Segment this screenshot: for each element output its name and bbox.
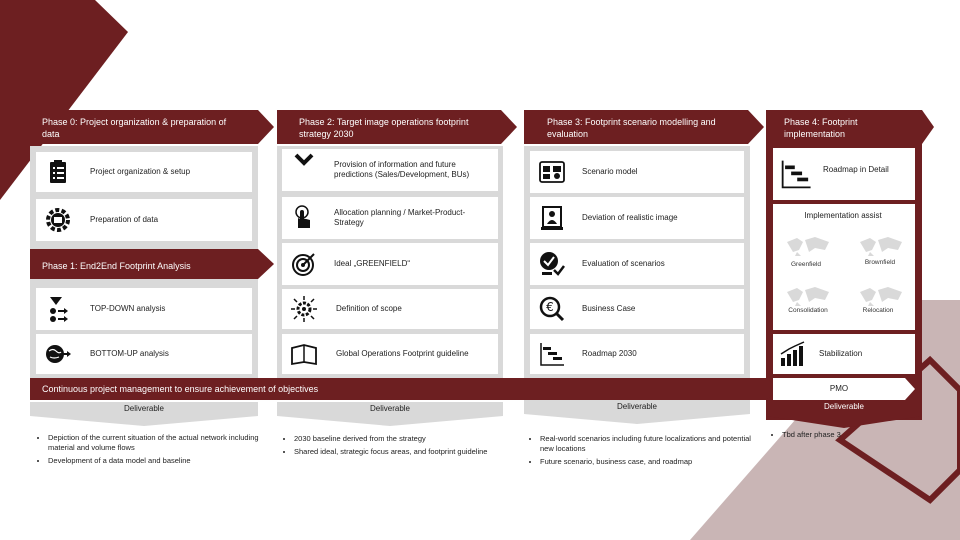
phase3-title: Phase 3: Footprint scenario modelling and evaluation [547, 117, 716, 139]
card-label: Preparation of data [90, 215, 159, 224]
world-map-icon [858, 284, 904, 308]
deliverable-item: • Tbd after phase 3 [782, 430, 932, 440]
book-icon [290, 340, 318, 368]
card-evaluation-of-scenarios[interactable] [530, 243, 744, 285]
deliverable-item: • Development of a data model and baseline [48, 456, 262, 466]
bar-chart-growth-icon [779, 340, 807, 368]
deliverable-list-1 [34, 433, 262, 469]
target-icon [290, 250, 318, 278]
assist-title: Implementation assist [804, 211, 882, 220]
card-stabilization[interactable] [773, 334, 915, 374]
clipboard-icon [44, 158, 72, 186]
card-label: Allocation planning / Market-Product-Strategy [334, 208, 466, 227]
deliverable-item: • 2030 baseline derived from the strategy [294, 434, 508, 444]
euro-search-icon [538, 295, 566, 323]
deliverable-item: • Real-world scenarios including future localizations and potential new locations [540, 434, 764, 454]
card-roadmap-2030[interactable] [530, 334, 744, 374]
card-label: Definition of scope [336, 304, 402, 313]
gantt-icon [779, 157, 813, 191]
card-top-down[interactable] [36, 288, 252, 330]
card-deviation-realistic-image[interactable] [530, 197, 744, 239]
card-label: TOP-DOWN analysis [90, 304, 166, 313]
phase4-title: Phase 4: Footprint implementation [784, 117, 858, 139]
card-label: Scenario model [582, 167, 638, 176]
map-label-consolidation: Consolidation [788, 307, 828, 314]
frame-person-icon [538, 204, 566, 232]
card-label: Roadmap in Detail [823, 165, 889, 174]
card-bottom-up[interactable] [36, 334, 252, 374]
card-preparation-of-data[interactable] [36, 199, 252, 241]
card-label: Roadmap 2030 [582, 349, 637, 358]
globe-icon [44, 340, 72, 368]
deliverable-item: • Depiction of the current situation of the actual network including material and volume flows [48, 433, 262, 453]
phase1-title: Phase 1: End2End Footprint Analysis [42, 261, 191, 271]
phase0-title: Phase 0: Project organization & preparation of data [42, 117, 227, 139]
card-label: BOTTOM-UP analysis [90, 349, 169, 358]
deliverable-list-4 [768, 430, 932, 443]
phase2-title: Phase 2: Target image operations footprint strategy 2030 [299, 117, 469, 139]
card-label: Ideal „GREENFIELD“ [334, 259, 411, 268]
card-label: Project organization & setup [90, 167, 191, 176]
card-definition-of-scope[interactable] [282, 289, 498, 329]
svg-text:€: € [546, 300, 554, 314]
world-map-icon [785, 234, 831, 258]
hand-pointer-icon [290, 204, 318, 232]
world-map-icon [785, 284, 831, 308]
continuous-management-label: Continuous project management to ensure achievement of objectives [42, 384, 319, 394]
card-label: Provision of information and future predictions (Sales/Development, BUs) [334, 160, 470, 179]
evaluation-icon [538, 250, 566, 278]
deliverable-label-3: Deliverable [616, 402, 658, 411]
gantt-icon [538, 340, 566, 368]
card-label: Deviation of realistic image [582, 213, 678, 222]
deliverable-list-3 [526, 434, 764, 470]
dashboard-icon [538, 158, 566, 186]
card-project-organization[interactable] [36, 152, 252, 192]
map-label-relocation: Relocation [862, 307, 894, 314]
pmo-label: PMO [829, 384, 849, 393]
world-map-icon [858, 234, 904, 258]
gear-folder-icon [44, 206, 72, 234]
card-label: Business Case [582, 304, 636, 313]
card-ideal-greenfield[interactable] [282, 243, 498, 285]
card-scenario-model[interactable] [530, 151, 744, 193]
deliverable-item: • Shared ideal, strategic focus areas, and footprint guideline [294, 447, 508, 457]
card-label: Global Operations Footprint guideline [336, 349, 469, 358]
deliverable-label-4: Deliverable [823, 402, 865, 411]
top-down-icon [44, 295, 72, 323]
deliverable-item: • Future scenario, business case, and roadmap [540, 457, 764, 467]
deliverable-label-2: Deliverable [369, 404, 411, 413]
card-global-operations-guideline[interactable] [282, 334, 498, 374]
card-allocation-planning[interactable] [282, 197, 498, 239]
map-label-brownfield: Brownfield [864, 259, 896, 266]
card-business-case[interactable] [530, 289, 744, 329]
card-label: Stabilization [819, 349, 863, 358]
deliverable-label-1: Deliverable [123, 404, 165, 413]
chevron-down-icon [290, 149, 318, 177]
card-provision-of-information[interactable] [282, 149, 498, 191]
card-roadmap-in-detail[interactable] [773, 148, 915, 200]
map-label-greenfield: Greenfield [791, 261, 821, 268]
deliverable-list-2 [280, 434, 508, 460]
card-label: Evaluation of scenarios [582, 259, 665, 268]
scope-gear-icon [290, 295, 318, 323]
